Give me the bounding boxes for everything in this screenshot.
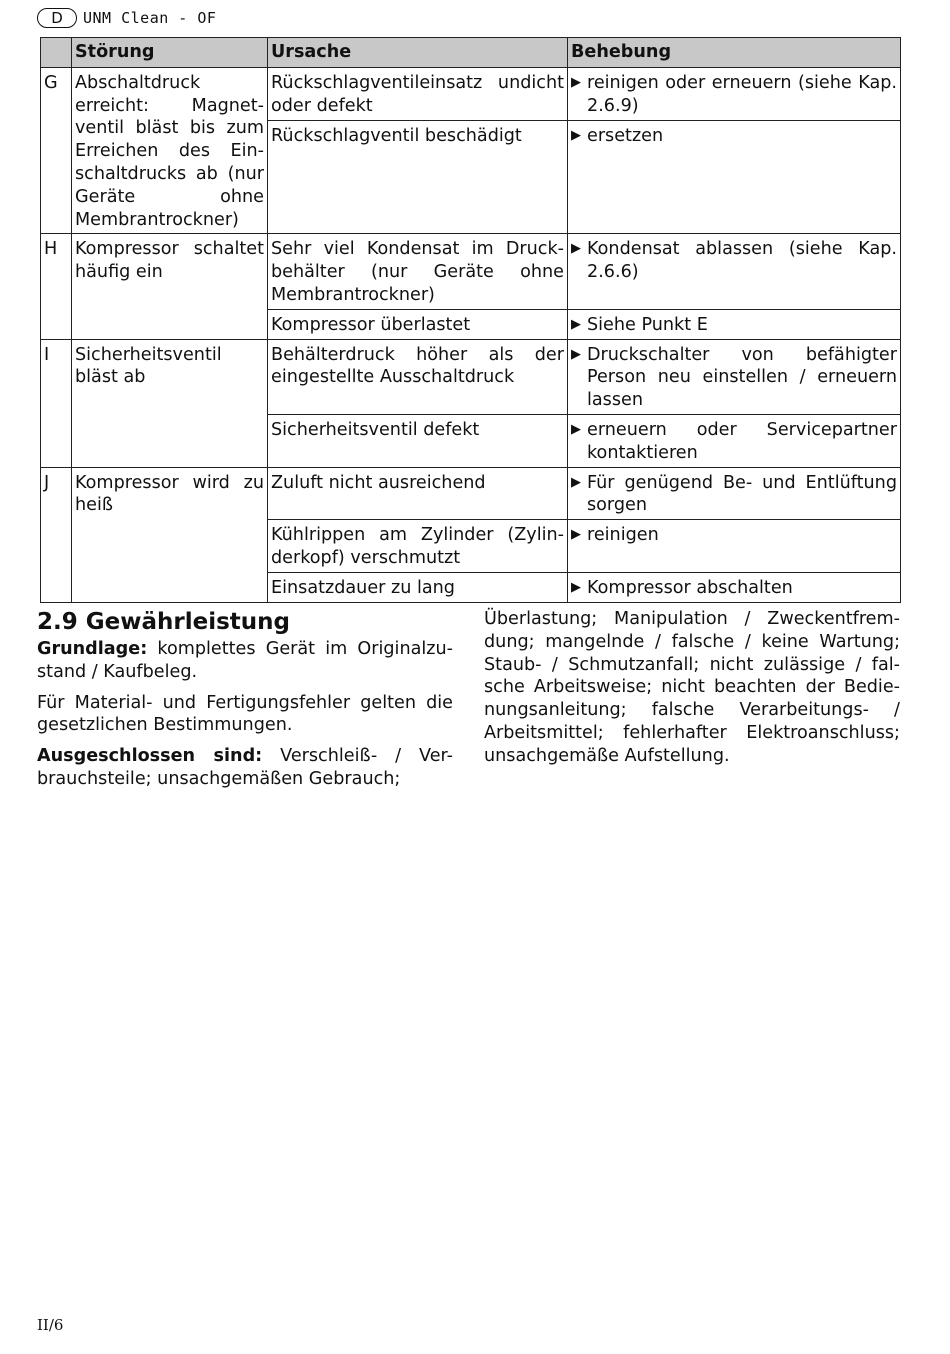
column-header-fault: Störung (72, 38, 268, 68)
fault-code: H (41, 234, 72, 339)
warranty-excluded (37, 745, 453, 791)
arrow-right-icon: ▶ (571, 346, 581, 362)
arrow-right-icon: ▶ (571, 241, 581, 257)
arrow-right-icon: ▶ (571, 74, 581, 90)
cause-cell: Sicherheitsventil defekt (268, 414, 568, 467)
arrow-right-icon: ▶ (571, 527, 581, 543)
fix-cell (568, 467, 901, 520)
table-header-code (41, 38, 72, 68)
page-number: II/6 (37, 1316, 64, 1334)
cause-cell: Zuluft nicht ausreichend (268, 467, 568, 520)
warranty-basis (37, 638, 453, 684)
fix-cell (568, 67, 901, 121)
arrow-right-icon: ▶ (571, 579, 581, 595)
fix-text: ersetzen (587, 126, 664, 147)
document-title: UNM Clean - OF (83, 9, 217, 27)
fix-text: reinigen (587, 525, 659, 546)
table-row (41, 467, 901, 520)
fix-cell (568, 414, 901, 467)
arrow-right-icon: ▶ (571, 316, 581, 332)
excluded-label: Ausgeschlossen sind: (37, 746, 263, 767)
fix-text: Für genügend Be- und Entlüftung sorgen (587, 472, 897, 516)
warranty-excluded-continued: Überlastung; Manipulation / Zweckentfrem-dung; mangelnde / falsche / keine Wartung; Staub- / Schmutzanfall; nicht zulässige / fal-sche Arbeitsweise; nicht beachten der Bedie-nungsanleitung; falsche Verarbeitungs- / Arbeitsmittel; fehlerhafter Elektroanschluss; unsachgemäße Aufstellung. (484, 609, 900, 766)
column-header-cause: Ursache (268, 38, 568, 68)
fix-text: Kompressor abschalten (587, 577, 793, 598)
arrow-right-icon: ▶ (571, 474, 581, 490)
troubleshooting-table (40, 37, 901, 603)
cause-cell: Behälterdruck höher als der eingestellte Ausschaltdruck (268, 339, 568, 414)
cause-cell: Rückschlagventil beschädigt (268, 121, 568, 234)
warranty-section-left (37, 608, 453, 799)
fix-text: reinigen oder erneuern (siehe Kap. 2.6.9) (587, 72, 897, 116)
fix-cell (568, 121, 901, 234)
language-badge: D (37, 8, 77, 28)
cause-cell: Kompressor überlastet (268, 309, 568, 339)
cause-cell: Rückschlagventileinsatz undicht oder defekt (268, 67, 568, 121)
fault-description: Kompressor wird zu heiß (72, 467, 268, 602)
arrow-right-icon: ▶ (571, 128, 581, 144)
fix-text: Druckschalter von befähigter Person neu einstellen / erneuern lassen (587, 344, 897, 411)
fault-description: Abschaltdruck erreicht: Magnet-ventil bläst bis zum Erreichen des Ein-schaltdrucks ab (nur Geräte ohne Membrantrockner) (72, 67, 268, 234)
basis-label: Grundlage: (37, 639, 148, 659)
fault-code: G (41, 67, 72, 234)
fault-code: J (41, 467, 72, 602)
fix-text: erneuern oder Servicepartner kontaktieren (587, 419, 897, 463)
page-header (37, 6, 216, 30)
fault-description: Kompressor schaltet häufig ein (72, 234, 268, 339)
fault-code: I (41, 339, 72, 467)
fault-description: Sicherheitsventil bläst ab (72, 339, 268, 467)
table-row (41, 67, 901, 121)
cause-cell: Einsatzdauer zu lang (268, 572, 568, 602)
table-row (41, 339, 901, 414)
fix-cell (568, 339, 901, 414)
fix-cell (568, 520, 901, 573)
table-header-row (41, 38, 901, 68)
excluded-text-left: Verschleiß- / Ver-brauchsteile; unsachgemäßen Gebrauch; (37, 746, 453, 789)
fix-cell (568, 309, 901, 339)
warranty-defects: Für Material- und Fertigungsfehler gelten die gesetzlichen Bestimmungen. (37, 692, 453, 736)
basis-text: komplettes Gerät im Originalzu-stand / Kaufbeleg. (37, 639, 453, 682)
column-header-fix: Behebung (568, 38, 901, 68)
fix-text: Kondensat ablassen (siehe Kap. 2.6.6) (587, 239, 897, 283)
cause-cell: Kühlrippen am Zylinder (Zylin-derkopf) verschmutzt (268, 520, 568, 573)
fix-text: Siehe Punkt E (587, 314, 708, 335)
fix-cell (568, 572, 901, 602)
fix-cell (568, 234, 901, 309)
section-heading: 2.9 Gewährleistung (37, 609, 290, 635)
cause-cell: Sehr viel Kondensat im Druck-behälter (nur Geräte ohne Membrantrockner) (268, 234, 568, 309)
table-row (41, 234, 901, 309)
arrow-right-icon: ▶ (571, 421, 581, 437)
